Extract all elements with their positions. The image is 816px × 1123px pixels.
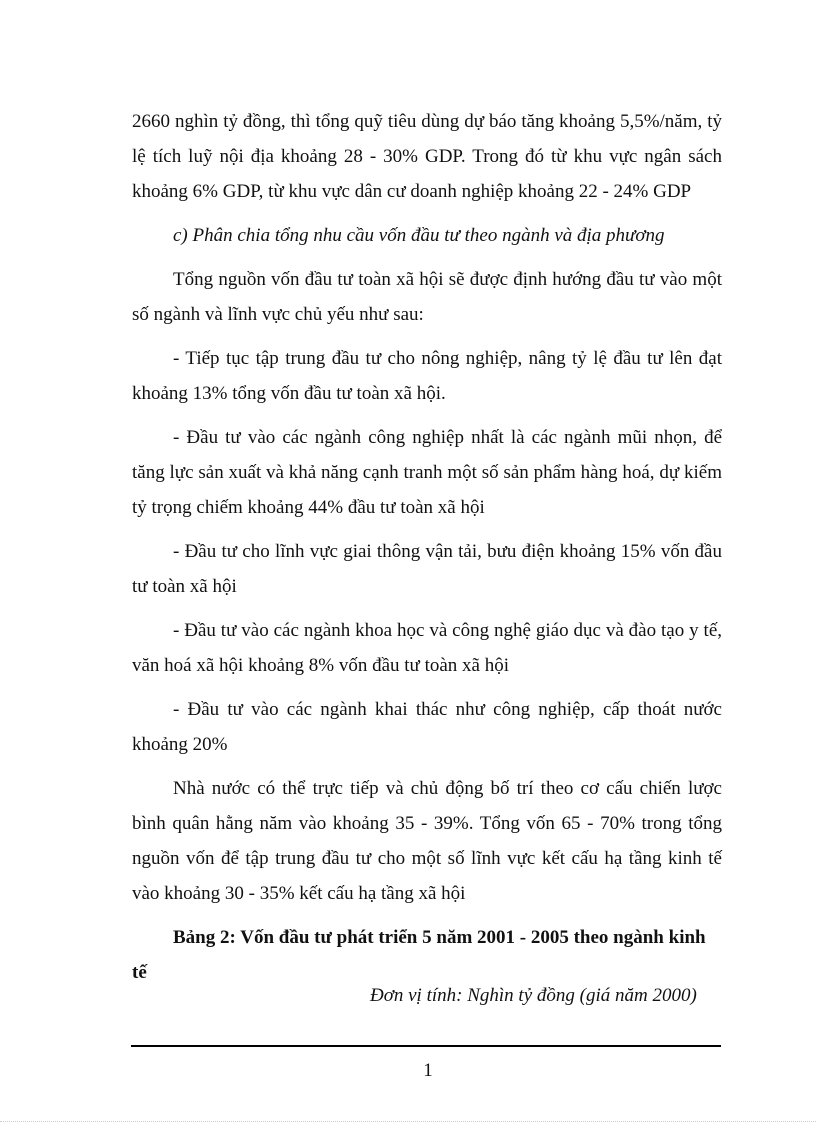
page-bottom-edge bbox=[0, 1121, 816, 1122]
section-heading-c: c) Phân chia tổng nhu cầu vốn đầu tư theo ngành và địa phương bbox=[173, 225, 665, 246]
paragraph-mining-water: - Đầu tư vào các ngành khai thác như công nghiệp, cấp thoát nước khoảng 20% bbox=[132, 699, 722, 755]
table-caption: Bảng 2: Vốn đầu tư phát triển 5 năm 2001 - 2005 theo ngành kinh tế bbox=[132, 927, 706, 983]
paragraph-science-education: - Đầu tư vào các ngành khoa học và công nghệ giáo dục và đào tạo y tế, văn hoá xã hội khoảng 8% vốn đầu tư toàn xã hội bbox=[132, 620, 722, 676]
body-text bbox=[132, 104, 722, 990]
paragraph-agriculture: - Tiếp tục tập trung đầu tư cho nông nghiệp, nâng tỷ lệ đầu tư lên đạt khoảng 13% tổng vốn đầu tư toàn xã hội. bbox=[132, 348, 722, 404]
paragraph-investment-orientation: Tổng nguồn vốn đầu tư toàn xã hội sẽ được định hướng đầu tư vào một số ngành và lĩnh vực chủ yếu như sau: bbox=[132, 269, 722, 325]
footer-divider bbox=[131, 1045, 721, 1047]
paragraph-transport: - Đầu tư cho lĩnh vực giai thông vận tải, bưu điện khoảng 15% vốn đầu tư toàn xã hội bbox=[132, 541, 722, 597]
page-number: 1 bbox=[423, 1060, 433, 1081]
paragraph-industry: - Đầu tư vào các ngành công nghiệp nhất là các ngành mũi nhọn, để tăng lực sản xuất và khả năng cạnh tranh một số sản phẩm hàng hoá, dự kiếm tỷ trọng chiếm khoảng 44% đầu tư toàn xã hội bbox=[132, 427, 722, 518]
paragraph-state-allocation: Nhà nước có thể trực tiếp và chủ động bố trí theo cơ cấu chiến lược bình quân hằng năm vào khoảng 35 - 39%. Tổng vốn 65 - 70% trong tổng nguồn vốn để tập trung đầu tư cho một số lĩnh vực kết cấu hạ tầng kinh tế vào khoảng 30 - 35% kết cấu hạ tầng xã hội bbox=[132, 778, 722, 904]
table-unit-note: Đơn vị tính: Nghìn tỷ đồng (giá năm 2000) bbox=[370, 985, 697, 1006]
paragraph-gdp-forecast: 2660 nghìn tỷ đồng, thì tổng quỹ tiêu dùng dự báo tăng khoảng 5,5%/năm, tỷ lệ tích luỹ nội địa khoảng 28 - 30% GDP. Trong đó từ khu vực ngân sách khoảng 6% GDP, từ khu vực dân cư doanh nghiệp khoảng 22 - 24% GDP bbox=[132, 111, 722, 202]
